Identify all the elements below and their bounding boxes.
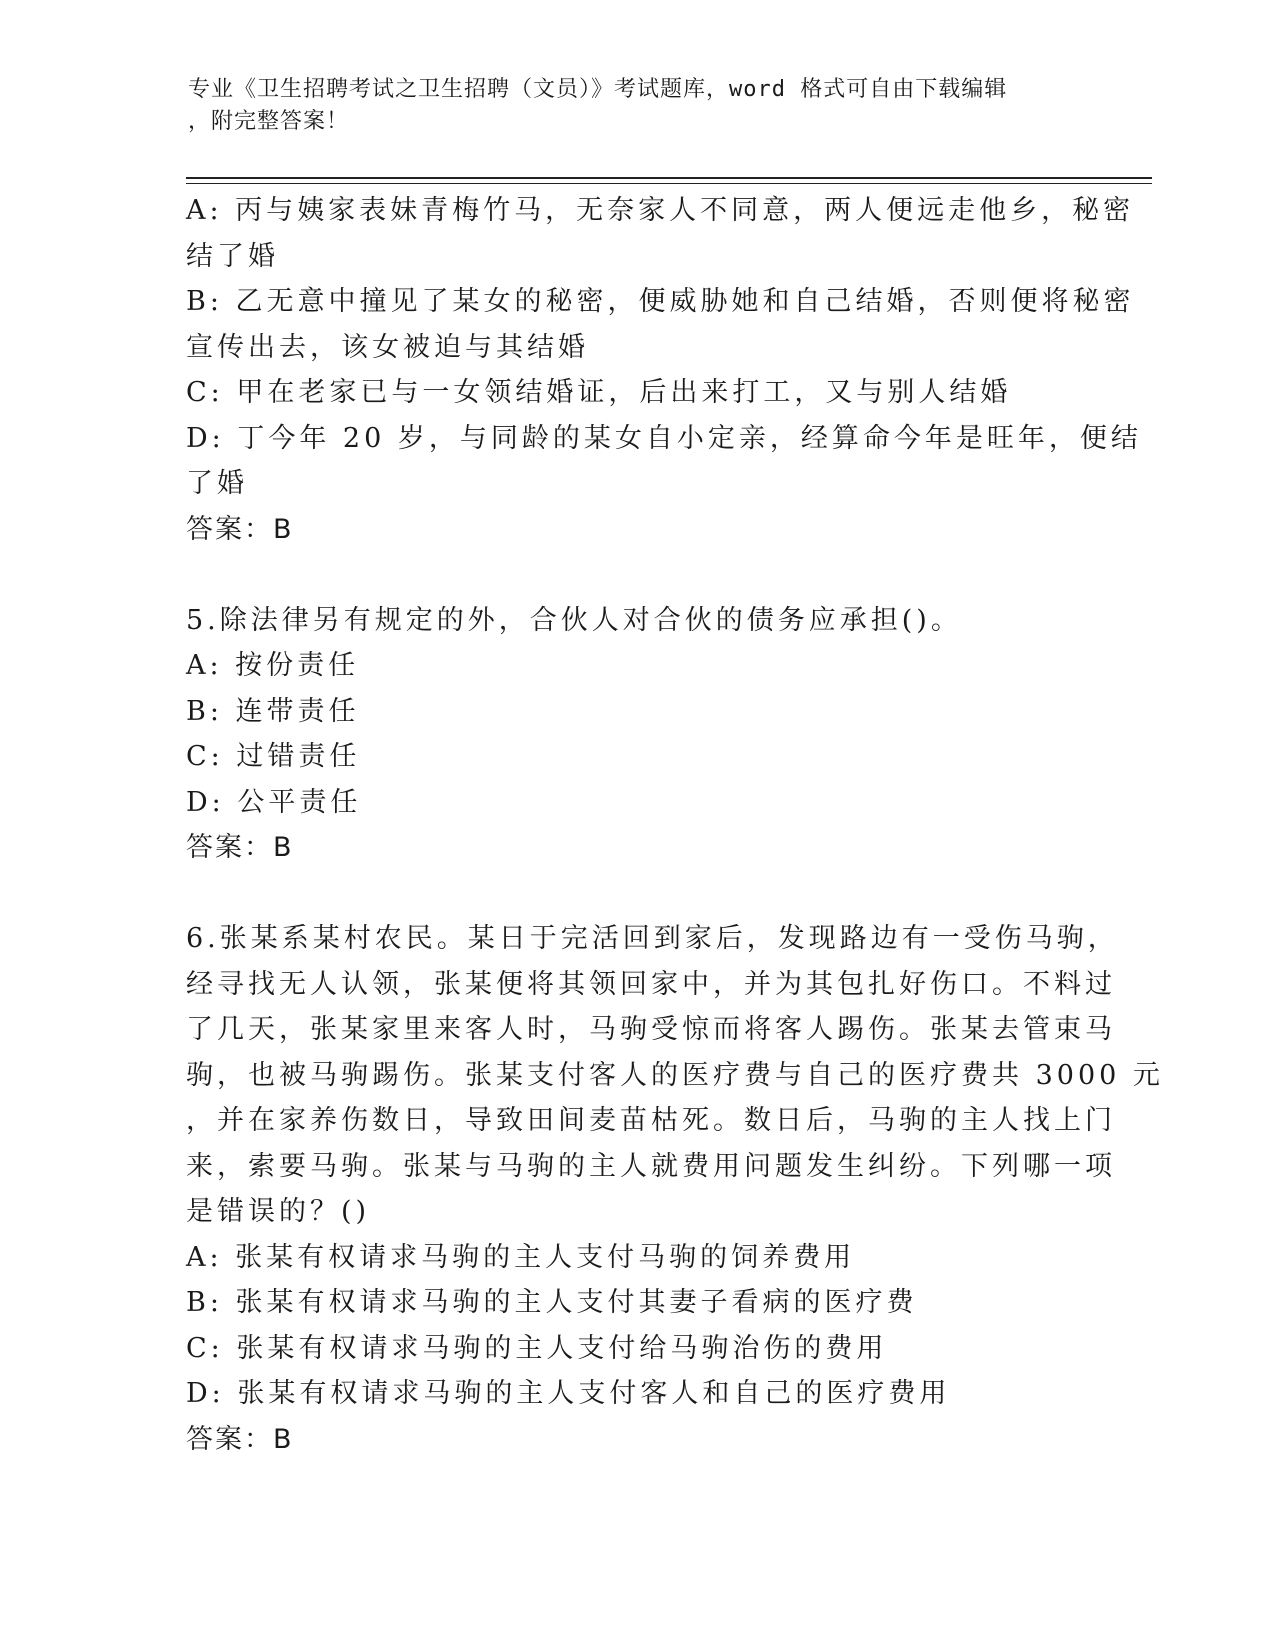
option-text: 结了婚 <box>186 240 279 272</box>
question-stem: 了几天，张某家里来客人时，马驹受惊而将客人踢伤。张某去管束马 <box>186 1014 1116 1045</box>
header-rule-thin <box>186 183 1152 184</box>
option-text: D: 丁今年 20 岁，与同龄的某女自小定亲，经算命今年是旺年，便结 <box>186 422 1142 454</box>
option-b: B: 张某有权请求马驹的主人支付其妻子看病的医疗费 <box>186 1287 918 1318</box>
answer-label: 答案：B <box>186 513 294 545</box>
option-c: C: 张某有权请求马驹的主人支付给马驹治伤的费用 <box>186 1332 888 1364</box>
question-content <box>186 188 1164 1462</box>
option-d: D: 张某有权请求马驹的主人支付客人和自己的医疗费用 <box>186 1378 951 1409</box>
question-stem: ，并在家养伤数日，导致田间麦苗枯死。数日后，马驹的主人找上门 <box>186 1105 1116 1136</box>
question-stem: 5.除法律另有规定的外，合伙人对合伙的债务应承担()。 <box>186 604 962 636</box>
question-5-block <box>186 598 1086 871</box>
question-stem: 是错误的？() <box>186 1196 371 1227</box>
answer-label: 答案：B <box>186 832 294 863</box>
option-a: A: 张某有权请求马驹的主人支付马驹的饲养费用 <box>186 1241 856 1273</box>
header-rule-thick <box>186 177 1152 179</box>
document-header: 专业《卫生招聘考试之卫生招聘（文员）》考试题库，word 格式可自由下载编辑 ，附完整答案！ <box>188 77 1008 134</box>
option-c: C: 过错责任 <box>186 741 361 772</box>
option-text: A: 丙与姨家表妹青梅竹马，无奈家人不同意，两人便远走他乡，秘密 <box>186 195 1135 226</box>
option-text: B: 乙无意中撞见了某女的秘密，便威胁她和自己结婚，否则便将秘密 <box>186 286 1135 317</box>
option-a: A: 按份责任 <box>186 650 360 681</box>
question-stem: 6.张某系某村农民。某日于完活回到家后，发现路边有一受伤马驹， <box>186 923 1119 954</box>
spacer <box>186 552 1086 598</box>
option-text: 了婚 <box>186 468 248 499</box>
option-text: C: 甲在老家已与一女领结婚证，后出来打工，又与别人结婚 <box>186 377 1012 408</box>
spacer <box>186 871 1086 917</box>
question-stem: 经寻找无人认领，张某便将其领回家中，并为其包扎好伤口。不料过 <box>186 968 1116 1000</box>
answer-label: 答案：B <box>186 1423 294 1455</box>
question-stem: 来，索要马驹。张某与马驹的主人就费用问题发生纠纷。下列哪一项 <box>186 1150 1116 1182</box>
question-stem: 驹，也被马驹踢伤。张某支付客人的医疗费与自己的医疗费共 3000 元 <box>186 1059 1164 1091</box>
option-d: D: 公平责任 <box>186 786 362 818</box>
option-b: B: 连带责任 <box>186 695 360 727</box>
option-text: 宣传出去，该女被迫与其结婚 <box>186 331 589 363</box>
question-6-block <box>186 916 1164 1462</box>
prev-question-block <box>186 188 1142 552</box>
